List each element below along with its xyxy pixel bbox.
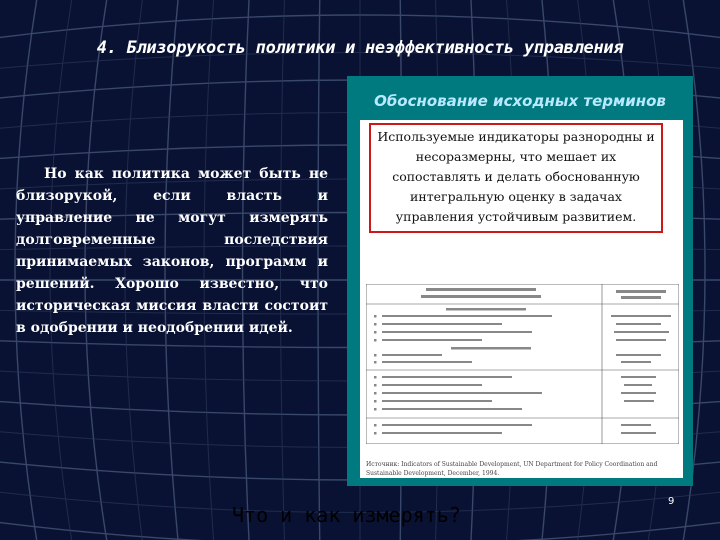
bottom-question: Что и как измерять? — [232, 503, 461, 527]
indicators-table-image — [366, 284, 679, 444]
table-source-note: Источник: Indicators of Sustainable Development, UN Department for Policy Coordination and Sustainable Development, December, 1994. — [366, 461, 658, 477]
indicators-note-box: Используемые индикаторы разнородны и несоразмерны, что мешает их сопоставлять и делать обоснованную интегральную оценку в задачах управления устойчивым развитием. — [369, 123, 663, 233]
left-paragraph: Но как политика может быть не близорукой, если власть и управление не могут измерять долговременные последствия принимаемых законов, программ и решений. Хорошо известно, что историческая миссия власти состоит в одобрении и неодобрении идей. — [16, 166, 328, 336]
panel-title: Обоснование исходных терминов — [374, 92, 666, 110]
terms-panel — [347, 76, 693, 486]
slide-title: 4. Близорукость политики и неэффективность управления — [96, 38, 624, 58]
page-number: 9 — [668, 496, 675, 507]
